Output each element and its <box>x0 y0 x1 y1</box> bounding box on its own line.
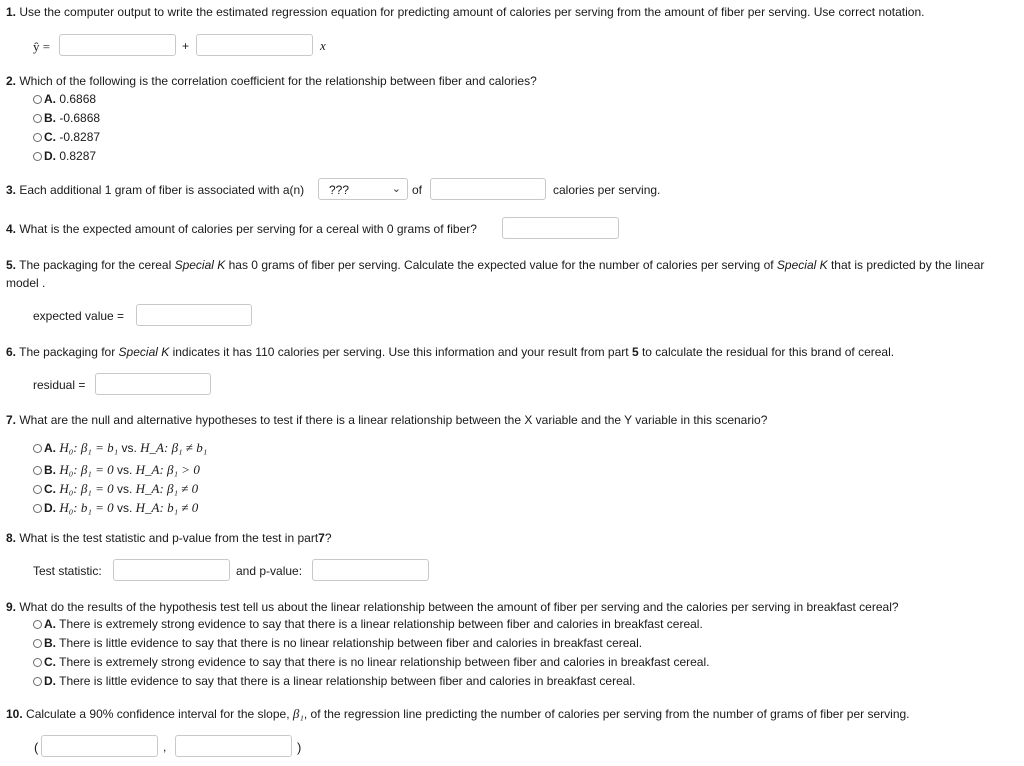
residual-label: residual = <box>33 378 86 392</box>
q1-text: Use the computer output to write the estimated regression equation for predicting amount of calories per serving from the amount of fiber per serving. Use correct notation. <box>19 5 925 19</box>
radio-circle[interactable] <box>33 95 42 104</box>
residual-input[interactable] <box>95 373 211 395</box>
brand-name: Special K <box>118 345 170 359</box>
radio-circle[interactable] <box>33 466 42 475</box>
q3-prompt <box>6 183 304 197</box>
q7-option-c[interactable]: C. H₀: β₁ = 0 vs. H_A: β₁ ≠ 0 <box>33 481 198 497</box>
slope-input[interactable] <box>196 34 313 56</box>
intercept-answer-input[interactable] <box>502 217 619 239</box>
expected-value-label: expected value = <box>33 309 125 323</box>
q5-prompt: 5. The packaging for the cereal Special K has 0 grams of fiber per serving. Calculate the expected value for the number of calories per serving of Special K that is predicted by the linear <box>6 258 985 272</box>
radio-circle[interactable] <box>33 658 42 667</box>
q4-number: 4. <box>6 222 17 236</box>
q2-option-b[interactable]: B. -0.6868 <box>33 111 100 125</box>
q1-number: 1. <box>6 5 17 19</box>
radio-circle[interactable] <box>33 504 42 513</box>
q9-option-c[interactable]: C. There is extremely strong evidence to say that there is no linear relationship between fiber and calories in breakfast cereal. <box>33 655 709 669</box>
test-statistic-label: Test statistic: <box>33 564 102 578</box>
yhat-label: ŷ = <box>33 39 51 54</box>
open-paren: ( <box>34 740 39 755</box>
brand-name: Special K <box>776 258 828 272</box>
q9-text: What do the results of the hypothesis test tell us about the linear relationship between the amount of fiber per serving and the calories per serving in breakfast cereal? <box>19 600 899 614</box>
q8-prompt: 8. What is the test statistic and p-value from the test in part7? <box>6 531 332 545</box>
beta-symbol: β₁ <box>292 706 304 721</box>
q10-prompt: 10. Calculate a 90% confidence interval for the slope, β₁, of the regression line predicting the number of calories per serving from the number of grams of fiber per serving. <box>6 706 910 721</box>
radio-circle[interactable] <box>33 677 42 686</box>
comma: , <box>163 740 167 754</box>
q9-option-d[interactable]: D. There is little evidence to say that there is a linear relationship between fiber and calories in breakfast cereal. <box>33 674 635 688</box>
radio-circle[interactable] <box>33 639 42 648</box>
ci-lower-input[interactable] <box>41 735 158 757</box>
q1-prompt <box>6 5 925 19</box>
radio-circle[interactable] <box>33 152 42 161</box>
q2-prompt <box>6 74 537 88</box>
q7-number: 7. <box>6 413 17 427</box>
q7-prompt <box>6 413 767 427</box>
direction-select[interactable] <box>318 178 408 200</box>
q7-text: What are the null and alternative hypotheses to test if there is a linear relationship between the X variable and the Y variable in this scenario? <box>19 413 768 427</box>
q9-option-b[interactable]: B. There is little evidence to say that there is no linear relationship between fiber and calories in breakfast cereal. <box>33 636 642 650</box>
q5-prompt-continued: model . <box>6 276 46 290</box>
q4-text: What is the expected amount of calories per serving for a cereal with 0 grams of fiber? <box>19 222 477 236</box>
radio-circle[interactable] <box>33 485 42 494</box>
q3-of: of <box>412 183 423 197</box>
q6-number: 6. <box>6 345 17 359</box>
q3-text: Each additional 1 gram of fiber is associated with a(n) <box>19 183 305 197</box>
test-statistic-input[interactable] <box>113 559 230 581</box>
intercept-input[interactable] <box>59 34 176 56</box>
part-reference: 7 <box>318 531 325 545</box>
expected-value-input[interactable] <box>136 304 252 326</box>
q4-prompt <box>6 222 477 236</box>
q6-prompt: 6. The packaging for Special K indicates it has 110 calories per serving. Use this information and your result from part 5 to calculate the residual for this brand of cereal. <box>6 345 895 359</box>
p-value-label: and p-value: <box>236 564 303 578</box>
q2-option-c[interactable]: C. -0.8287 <box>33 130 100 144</box>
ci-upper-input[interactable] <box>175 735 292 757</box>
q9-number: 9. <box>6 600 17 614</box>
close-paren: ) <box>297 740 302 755</box>
q7-option-b[interactable]: B. H₀: β₁ = 0 vs. H_A: β₁ > 0 <box>33 462 200 478</box>
x-variable: x <box>320 38 326 53</box>
q9-prompt <box>6 600 899 614</box>
q3-suffix: calories per serving. <box>553 183 661 197</box>
change-amount-input[interactable] <box>430 178 546 200</box>
q5-number: 5. <box>6 258 17 272</box>
part-reference: 5 <box>631 345 639 359</box>
q3-number: 3. <box>6 183 17 197</box>
q10-number: 10. <box>6 707 23 721</box>
p-value-input[interactable] <box>312 559 429 581</box>
radio-circle[interactable] <box>33 133 42 142</box>
q7-option-a[interactable]: A. H₀: β₁ = b₁ vs. H_A: β₁ ≠ b₁ <box>33 440 207 456</box>
brand-name: Special K <box>174 258 226 272</box>
radio-circle[interactable] <box>33 444 42 453</box>
q7-option-d[interactable]: D. H₀: b₁ = 0 vs. H_A: b₁ ≠ 0 <box>33 500 198 516</box>
q9-option-a[interactable]: A. There is extremely strong evidence to say that there is a linear relationship between fiber and calories in breakfast cereal. <box>33 617 703 631</box>
q2-option-a[interactable]: A. 0.6868 <box>33 92 96 106</box>
plus-sign: + <box>182 39 190 53</box>
q2-text: Which of the following is the correlation coefficient for the relationship between fiber and calories? <box>19 74 537 88</box>
q2-number: 2. <box>6 74 17 88</box>
chevron-down-icon: ⌄ <box>391 183 401 195</box>
radio-circle[interactable] <box>33 114 42 123</box>
radio-circle[interactable] <box>33 620 42 629</box>
direction-select-value: ??? <box>329 183 350 197</box>
q2-option-d[interactable]: D. 0.8287 <box>33 149 96 163</box>
q8-number: 8. <box>6 531 17 545</box>
